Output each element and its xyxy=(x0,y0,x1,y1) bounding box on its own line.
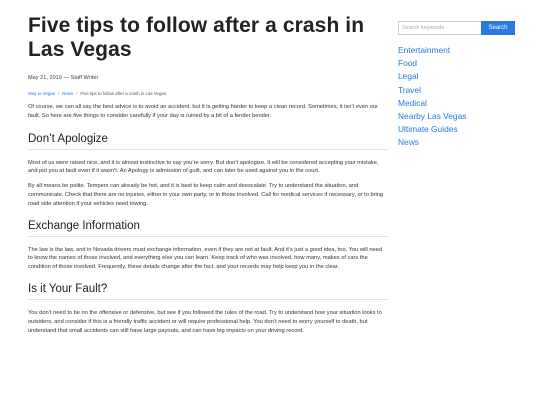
breadcrumb xyxy=(28,90,388,97)
list-item xyxy=(398,43,516,56)
category-link-food[interactable]: Food xyxy=(398,58,418,69)
category-list xyxy=(398,43,516,149)
list-item xyxy=(398,135,516,148)
category-link-entertainment[interactable]: Entertainment xyxy=(398,45,451,55)
section-paragraph: The law is the law, and in Nevada drivers must exchange information, even if they are not at fault. And it’s just a good idea, too. You will need to know the names of those involved, and everything else you can learn. Keep track of who was involved, how many, makes of cars the condition of those involved. Frequently, these details change after the fact, and your records may help keep you in the clear. xyxy=(28,246,382,271)
breadcrumb-separator: / xyxy=(57,91,60,96)
list-item xyxy=(398,109,516,122)
article-meta: May 21, 2019 — Staff Writer xyxy=(28,75,99,81)
breadcrumb-separator: / xyxy=(76,91,78,96)
list-item xyxy=(398,56,516,69)
breadcrumb-section-link[interactable]: News xyxy=(62,91,74,96)
category-link-medical[interactable]: Medical xyxy=(398,97,427,108)
category-link-travel[interactable]: Travel xyxy=(398,84,421,95)
search-input[interactable] xyxy=(398,21,481,35)
section-paragraph: You don’t need to be on the offensive or defensive, but see if you followed the rules of the road. Try to understand how your situation looks to outsiders, and consider if this is a friendly traffic accident or will require professional help. You don’t need to worry yourself to death, but understand that small accidents can still have large payouts, and can have big impacts on your driving record. xyxy=(28,309,382,334)
section-paragraph: Most of us were raised nice, and it is almost instinctive to say you’re sorry. But don’t apologize. It will be considered accepting your mistake, and put you at fault even if it wasn’t. An Apology is admission of guilt, and can later be used against you in the court. xyxy=(28,159,379,175)
article xyxy=(28,14,388,335)
list-item xyxy=(398,96,516,109)
section-heading-dont-apologize: Don’t Apologize xyxy=(28,132,388,150)
search-button[interactable]: Search xyxy=(481,21,515,35)
category-link-news[interactable]: News xyxy=(398,137,419,148)
page-title: Five tips to follow after a crash in Las Vegas xyxy=(28,14,365,61)
category-link-nearby-las-vegas[interactable]: Nearby Las Vegas xyxy=(398,111,467,122)
breadcrumb-home-link[interactable]: Way to Vegas xyxy=(28,91,55,96)
breadcrumb-current: Five tips to follow after a crash in Las Vegas xyxy=(80,91,167,96)
intro-paragraph: Of course, we can all say the best advice is to avoid an accident, but it is getting harder to keep a clean record. Sometimes, it isn’t even our fault. So here are five things to consider carefully if your day is ruined by a bit of a fender bender. xyxy=(28,104,378,119)
category-link-ultimate-guides[interactable]: Ultimate Guides xyxy=(398,124,458,135)
section-heading-exchange-information: Exchange Information xyxy=(28,219,388,237)
section-heading-is-it-your-fault: Is it Your Fault? xyxy=(28,282,388,300)
section-paragraph: By all means be polite. Tempers can already be hot, and it is best to keep calm and deescalate. Try to understand the situation, and communicate. Check that there are no injuries, either in your own party, or in those involved. Call for medical services if necessary, or to bring road side attention if your vehicles need towing. xyxy=(28,183,384,207)
sidebar xyxy=(398,21,516,149)
list-item xyxy=(398,122,516,135)
list-item xyxy=(398,69,516,82)
list-item xyxy=(398,83,516,96)
search-form xyxy=(398,21,516,35)
category-link-legal[interactable]: Legal xyxy=(398,71,419,82)
